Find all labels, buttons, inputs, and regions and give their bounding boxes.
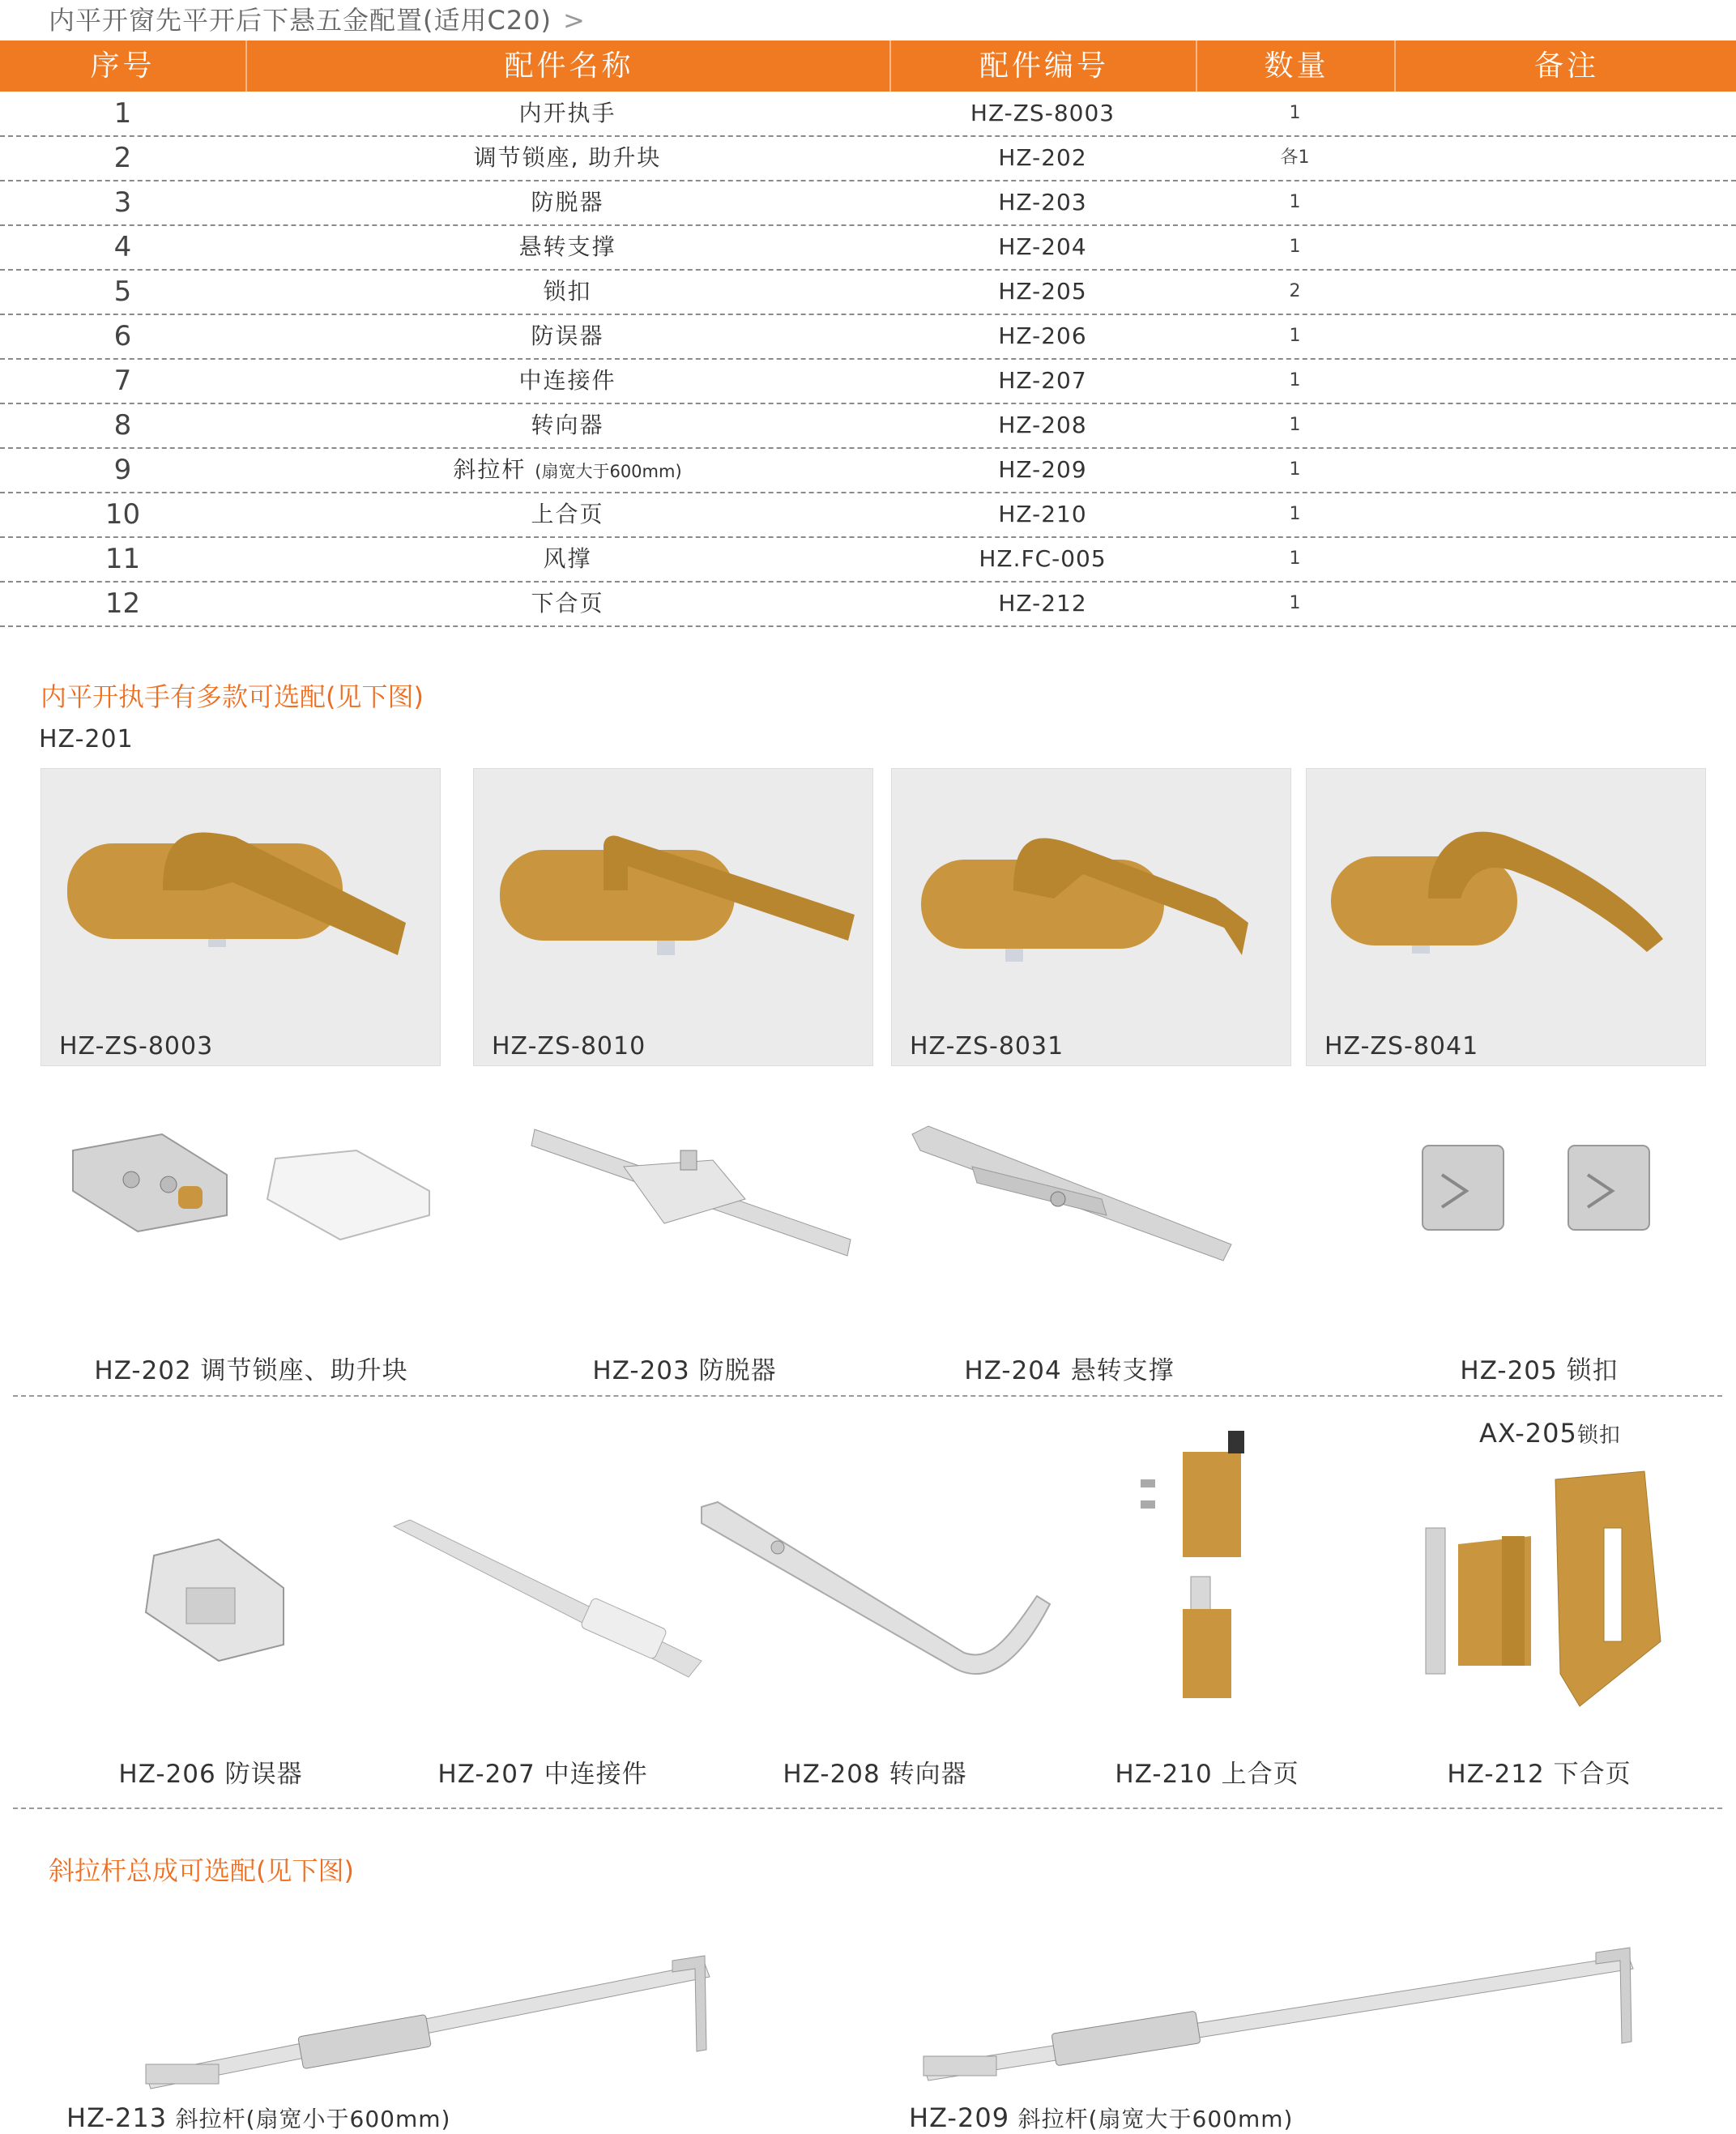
- table-row: [0, 92, 1736, 137]
- handle-card[interactable]: [473, 768, 873, 1066]
- row-name: [245, 181, 889, 224]
- bottom-hinge-icon: [1401, 1463, 1669, 1722]
- handle-card-caption: HZ-ZS-8003: [59, 1032, 214, 1061]
- row-code: HZ-212: [998, 590, 1087, 617]
- anti-detach-icon: [527, 1118, 867, 1264]
- header-name: 配件名称: [245, 41, 891, 92]
- divider: [13, 1807, 1722, 1809]
- row-name: [245, 448, 889, 492]
- handle-card-caption: HZ-ZS-8031: [910, 1032, 1064, 1061]
- rod-desc: 斜拉杆(扇宽小于600mm): [175, 2106, 451, 2132]
- row-name-text: 转向器: [531, 412, 604, 438]
- row-code: HZ-209: [998, 456, 1087, 483]
- row-code: HZ-204: [998, 233, 1087, 260]
- row-name: [245, 270, 889, 314]
- part-caption: HZ-207 中连接件: [437, 1760, 648, 1789]
- divider: [13, 1395, 1722, 1397]
- row-qty: 2: [1289, 281, 1301, 301]
- handle-card[interactable]: [1306, 768, 1706, 1066]
- header-no: 序号: [90, 49, 156, 83]
- row-code: HZ-205: [998, 278, 1087, 305]
- table-row: [0, 493, 1736, 538]
- ax-label-code: AX-205: [1479, 1418, 1577, 1449]
- row-qty: 1: [1289, 103, 1301, 123]
- row-qty: 1: [1289, 548, 1301, 569]
- row-no: 9: [113, 454, 132, 486]
- door-handle-icon: [41, 769, 440, 1065]
- row-name-text: 锁扣: [543, 278, 592, 305]
- row-qty: 1: [1289, 593, 1301, 613]
- row-no: 11: [105, 543, 141, 575]
- part-caption: HZ-204 悬转支撑: [964, 1356, 1175, 1385]
- lock-catch-icon: [1410, 1134, 1669, 1240]
- row-no: 5: [113, 275, 132, 308]
- page-title-text: 内平开窗先平开后下悬五金配置(适用C20): [49, 5, 552, 36]
- table-row: [0, 181, 1736, 226]
- chevron-right-icon[interactable]: >: [563, 5, 586, 36]
- tilt-rod-short-icon: [138, 1953, 721, 2115]
- table-header: [0, 41, 1736, 92]
- table-row: [0, 270, 1736, 315]
- row-no: 8: [113, 409, 132, 442]
- row-name: [245, 403, 889, 447]
- row-qty: 1: [1289, 459, 1301, 480]
- row-qty: 1: [1289, 370, 1301, 391]
- handle-card[interactable]: [891, 768, 1291, 1066]
- row-qty: 1: [1289, 326, 1301, 346]
- row-qty: 1: [1289, 192, 1301, 212]
- table-row: [0, 359, 1736, 404]
- ax-label-suffix: 锁扣: [1576, 1423, 1621, 1448]
- row-name-text: 下合页: [531, 590, 604, 617]
- row-name: [245, 314, 889, 358]
- header-code: 配件编号: [889, 41, 1197, 92]
- pivot-support-icon: [907, 1118, 1248, 1272]
- row-name: [245, 582, 889, 625]
- part-caption: HZ-206 防误器: [118, 1760, 303, 1789]
- row-no: 6: [113, 320, 132, 352]
- table-row: [0, 136, 1736, 181]
- lock-seat-icon: [65, 1118, 446, 1248]
- row-no: 1: [113, 97, 132, 130]
- rod-desc: 斜拉杆(扇宽大于600mm): [1017, 2106, 1294, 2132]
- row-no: 2: [113, 142, 132, 174]
- part-caption: HZ-202 调节锁座、助升块: [94, 1356, 408, 1385]
- row-no: 3: [113, 186, 132, 219]
- row-code: HZ-202: [998, 144, 1087, 171]
- rod-code: HZ-213: [66, 2102, 168, 2133]
- row-name-text: 防误器: [531, 322, 604, 349]
- row-code: HZ-210: [998, 501, 1087, 527]
- row-code: HZ-203: [998, 189, 1087, 216]
- row-name: [245, 537, 889, 581]
- handles-section-title: 内平开执手有多款可选配(见下图): [41, 681, 424, 712]
- row-name: [245, 225, 889, 269]
- anti-misoperation-icon: [130, 1523, 300, 1677]
- row-name: [245, 493, 889, 536]
- row-no: 7: [113, 365, 132, 397]
- row-qty: 1: [1289, 504, 1301, 524]
- part-caption: HZ-208 转向器: [783, 1760, 967, 1789]
- part-caption: HZ-205 锁扣: [1460, 1356, 1619, 1385]
- row-name-text: 调节锁座, 助升块: [473, 144, 662, 171]
- table-row: [0, 582, 1736, 627]
- page-title: [49, 0, 586, 37]
- row-qty: 各1: [1280, 147, 1310, 168]
- row-name: [245, 359, 889, 403]
- row-name-text: 中连接件: [518, 367, 616, 394]
- door-handle-icon: [1307, 769, 1705, 1065]
- rod-caption: [66, 2102, 450, 2134]
- table-row: [0, 448, 1736, 493]
- middle-connector-icon: [389, 1515, 705, 1685]
- part-caption: HZ-203 防脱器: [592, 1356, 777, 1385]
- row-name-text: 内开执手: [518, 100, 616, 126]
- rod-code: HZ-209: [909, 2102, 1010, 2133]
- table-row: [0, 537, 1736, 583]
- row-name: [245, 92, 889, 135]
- part-caption: HZ-210 上合页: [1115, 1760, 1299, 1789]
- table-row: [0, 314, 1736, 360]
- handle-card-caption: HZ-ZS-8010: [492, 1032, 646, 1061]
- door-handle-icon: [474, 769, 872, 1065]
- handle-card[interactable]: [41, 768, 441, 1066]
- row-name-text: 防脱器: [531, 189, 604, 216]
- corner-drive-icon: [697, 1499, 1053, 1693]
- handle-card-caption: HZ-ZS-8041: [1324, 1032, 1479, 1061]
- row-qty: 1: [1289, 237, 1301, 257]
- rod-caption: [909, 2102, 1293, 2134]
- tilt-rod-long-icon: [915, 1944, 1644, 2090]
- row-name-text: 风撑: [543, 545, 592, 572]
- row-name-note: (扇宽大于600mm): [535, 462, 682, 481]
- rod-section-title: 斜拉杆总成可选配(见下图): [49, 1855, 354, 1886]
- ax-label: [1479, 1418, 1621, 1449]
- header-qty: 数量: [1196, 41, 1396, 92]
- part-caption: HZ-212 下合页: [1447, 1760, 1631, 1789]
- row-code: HZ.FC-005: [979, 545, 1107, 572]
- door-handle-icon: [892, 769, 1290, 1065]
- table-row: [0, 225, 1736, 271]
- row-no: 10: [105, 498, 141, 531]
- row-name-text: 斜拉杆: [453, 456, 527, 483]
- row-no: 4: [113, 231, 132, 263]
- table-row: [0, 403, 1736, 449]
- row-code: HZ-207: [998, 367, 1087, 394]
- row-name-text: 上合页: [531, 501, 604, 527]
- row-code: HZ-208: [998, 412, 1087, 438]
- top-hinge-icon: [1134, 1423, 1264, 1714]
- row-qty: 1: [1289, 415, 1301, 435]
- row-name: [245, 136, 889, 180]
- row-code: HZ-ZS-8003: [970, 100, 1115, 126]
- row-code: HZ-206: [998, 322, 1087, 349]
- row-no: 12: [105, 587, 141, 620]
- header-remark: 备注: [1394, 41, 1736, 92]
- row-name-text: 悬转支撑: [518, 233, 616, 260]
- handles-model-label: HZ-201: [39, 725, 134, 753]
